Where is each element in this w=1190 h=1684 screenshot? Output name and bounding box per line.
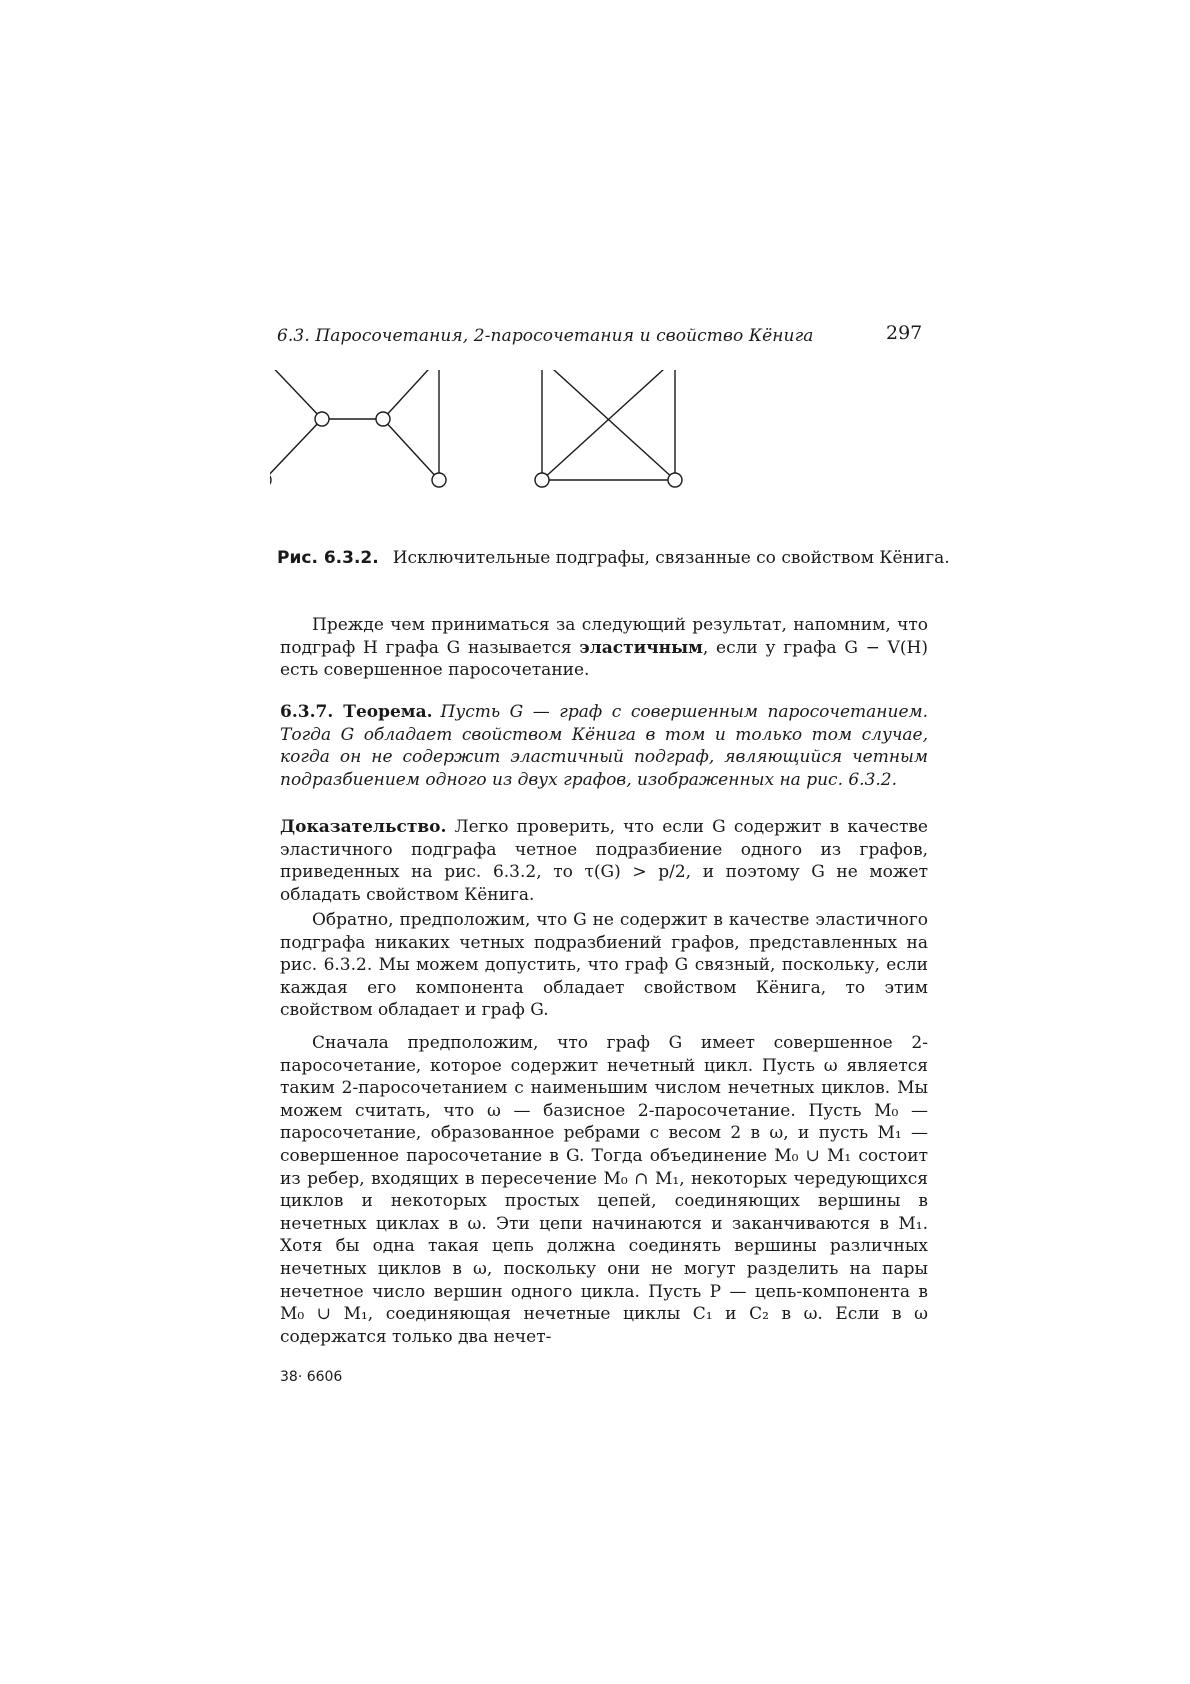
graph-edge [383, 419, 439, 480]
graph-edge [542, 370, 675, 480]
paragraph-converse: Обратно, предположим, что G не содержит в качестве эластичного подграфа никаких четных подразбиений графов, представленных на рис. 6.3.2. Мы можем допустить, что граф G связный, поскольку, если каждая его компонента обладает свойством Кёнига, то этим свойством обладает и граф G. [280, 910, 928, 1021]
intro-text-before: Прежде чем приниматься за следующий результат, напомним, что подграф H графа G называется [280, 615, 928, 658]
graph-vertex [270, 473, 271, 487]
graph-edge [270, 419, 322, 480]
proof-text: Легко проверить, что если G содержит в качестве эластичного подграфа четное подразбиение одного из графов, приведенных на рис. 6.3.2, то τ(G) > p/2, и поэтому G не может обладать свойством Кёнига. [280, 817, 928, 905]
graph-two-triangles [270, 370, 446, 487]
graph-k4 [535, 370, 682, 487]
graph-edge [383, 370, 439, 419]
theorem-block [280, 701, 928, 791]
theorem-label: 6.3.7. Теорема. [280, 702, 433, 722]
graph-vertex [535, 473, 549, 487]
term-elastic: эластичным [579, 637, 703, 658]
caption-label: Рис. 6.3.2. [277, 548, 379, 568]
graph-vertex [376, 412, 390, 426]
page-number: 297 [886, 322, 923, 344]
figure-caption [277, 548, 950, 568]
graph-vertex [432, 473, 446, 487]
graph-edge [270, 370, 322, 419]
theorem-statement: Пусть G — граф с совершенным паросочетанием. Тогда G обладает свойством Кёнига в том и только том случае, когда он не содержит эластичный подграф, являющийся четным подразбиением одного из двух графов, изображенных на рис. 6.3.2. [280, 702, 929, 790]
paragraph-intro [280, 614, 928, 682]
graph-edge [542, 370, 675, 480]
printer-signature: 38· 6606 [280, 1369, 343, 1385]
running-header: 6.3. Паросочетания, 2-паросочетания и свойство Кёнига [277, 326, 814, 346]
caption-text: Исключительные подграфы, связанные со свойством Кёнига. [392, 548, 950, 568]
proof-label: Доказательство. [280, 817, 447, 837]
figure-graphs [270, 370, 730, 530]
graph-vertex [668, 473, 682, 487]
intro-text-after: , если у графа G − V(H) есть совершенное паросочетание. [280, 637, 928, 681]
paragraph-first-case: Сначала предположим, что граф G имеет совершенное 2-паросочетание, которое содержит нечетный цикл. Пусть ω является таким 2-паросочетанием с наименьшим числом нечетных циклов. Мы можем считать, что ω — базисное 2-паросочетание. Пусть M₀ — паросочетание, образованное ребрами с весом 2 в ω, и пусть M₁ — совершенное паросочетание в G. Тогда объединение M₀ ∪ M₁ состоит из ребер, входящих в пересечение M₀ ∩ M₁, некоторых чередующихся циклов и некоторых простых цепей, соединяющих вершины в нечетных циклах в ω. Эти цепи начинаются и заканчиваются в M₁. Хотя бы одна такая цепь должна соединять вершины различных нечетных циклов в ω, поскольку они не могут разделить на пары нечетное число вершин одного цикла. Пусть P — цепь-компонента в M₀ ∪ M₁, соединяющая нечетные циклы C₁ и C₂ в ω. Если в ω содержатся только два нечет- [280, 1033, 928, 1347]
graph-vertex [315, 412, 329, 426]
proof-block [280, 816, 928, 906]
